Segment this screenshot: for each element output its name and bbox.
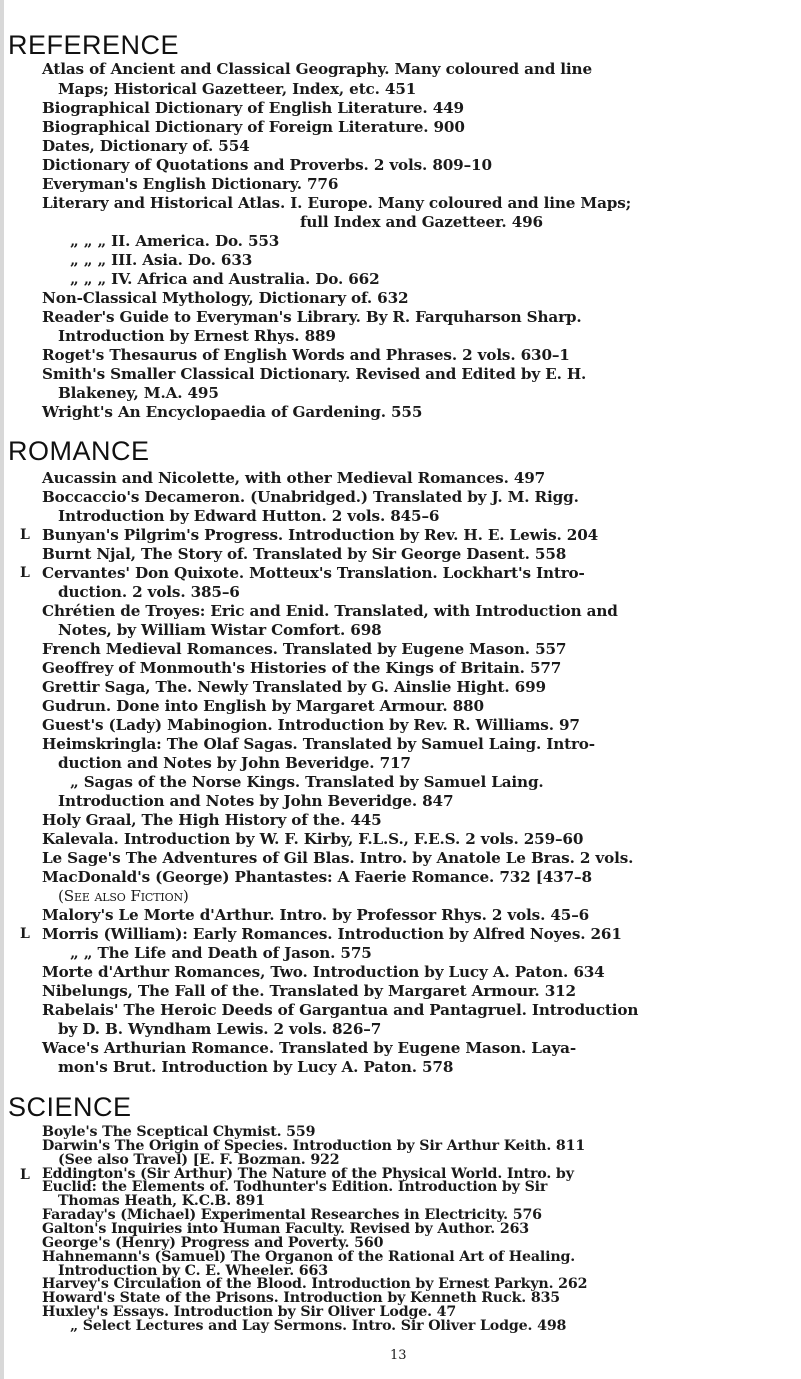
list-item: full Index and Gazetteer. 496 xyxy=(300,213,543,231)
list-item: Biographical Dictionary of Foreign Literature. 900 xyxy=(42,118,465,136)
list-item: Holy Graal, The High History of the. 445 xyxy=(42,811,382,829)
list-item: duction and Notes by John Beveridge. 717 xyxy=(58,754,411,772)
list-item: duction. 2 vols. 385–6 xyxy=(58,583,240,601)
list-item: Eddington's (Sir Arthur) The Nature of the Physical World. Intro. by xyxy=(42,1165,574,1182)
list-item: Roget's Thesaurus of English Words and Phrases. 2 vols. 630–1 xyxy=(42,346,570,364)
list-item: „ Sagas of the Norse Kings. Translated by Samuel Laing. xyxy=(70,773,544,791)
list-item: Bunyan's Pilgrim's Progress. Introduction by Rev. H. E. Lewis. 204 xyxy=(42,526,599,544)
list-item: mon's Brut. Introduction by Lucy A. Paton. 578 xyxy=(58,1058,454,1076)
list-item: Guest's (Lady) Mabinogion. Introduction by Rev. R. Williams. 97 xyxy=(42,716,580,734)
list-item: Le Sage's The Adventures of Gil Blas. Intro. by Anatole Le Bras. 2 vols. xyxy=(42,849,634,867)
list-item: French Medieval Romances. Translated by Eugene Mason. 557 xyxy=(42,640,567,658)
list-marker-l: L xyxy=(20,926,30,942)
list-item: Galton's Inquiries into Human Faculty. Revised by Author. 263 xyxy=(42,1221,530,1237)
list-item: Nibelungs, The Fall of the. Translated by Margaret Armour. 312 xyxy=(42,982,576,1000)
list-item: Chrétien de Troyes: Eric and Enid. Translated, with Introduction and xyxy=(42,602,618,620)
section-heading-romance: ROMANCE xyxy=(8,436,150,466)
list-item: „ Select Lectures and Lay Sermons. Intro. Sir Oliver Lodge. 498 xyxy=(70,1318,567,1334)
list-item: Wright's An Encyclopaedia of Gardening. 555 xyxy=(42,403,423,421)
list-item: by D. B. Wyndham Lewis. 2 vols. 826–7 xyxy=(58,1020,382,1038)
list-item: Boyle's The Sceptical Chymist. 559 xyxy=(42,1124,316,1140)
list-item: Maps; Historical Gazetteer, Index, etc. 451 xyxy=(58,80,417,98)
list-item: MacDonald's (George) Phantastes: A Faerie Romance. 732 [437–8 xyxy=(42,868,592,886)
page-number: 13 xyxy=(390,1348,407,1363)
list-item: Kalevala. Introduction by W. F. Kirby, F.L.S., F.E.S. 2 vols. 259–60 xyxy=(42,830,584,848)
list-item: Hahnemann's (Samuel) The Organon of the Rational Art of Healing. xyxy=(42,1248,576,1265)
list-item: Introduction by C. E. Wheeler. 663 xyxy=(58,1262,328,1279)
cross-reference: (See also Travel) [E. F. Bozman. 922 xyxy=(58,1151,340,1168)
list-item: Howard's State of the Prisons. Introduction by Kenneth Ruck. 835 xyxy=(42,1290,561,1307)
list-item: Darwin's The Origin of Species. Introduction by Sir Arthur Keith. 811 xyxy=(42,1137,586,1154)
list-item: George's (Henry) Progress and Poverty. 560 xyxy=(42,1234,384,1251)
list-item: Morte d'Arthur Romances, Two. Introduction by Lucy A. Paton. 634 xyxy=(42,963,605,981)
section-heading-reference: REFERENCE xyxy=(8,30,180,60)
list-item: Introduction by Ernest Rhys. 889 xyxy=(58,327,336,345)
list-item: Burnt Njal, The Story of. Translated by Sir George Dasent. 558 xyxy=(42,545,567,563)
list-item: Faraday's (Michael) Experimental Researches in Electricity. 576 xyxy=(42,1207,542,1224)
list-item: Heimskringla: The Olaf Sagas. Translated by Samuel Laing. Intro- xyxy=(42,735,595,753)
page-edge-shadow xyxy=(0,0,4,1379)
list-item: Rabelais' The Heroic Deeds of Gargantua and Pantagruel. Introduction xyxy=(42,1001,639,1019)
section-heading-science: SCIENCE xyxy=(8,1092,132,1122)
list-item: Euclid: the Elements of. Todhunter's Edition. Introduction by Sir xyxy=(42,1179,548,1196)
cross-reference: (See also Fiction) xyxy=(58,887,189,905)
list-item: „ „ The Life and Death of Jason. 575 xyxy=(70,944,372,962)
list-item: „ „ „ IV. Africa and Australia. Do. 662 xyxy=(70,270,380,288)
list-item: Huxley's Essays. Introduction by Sir Oliver Lodge. 47 xyxy=(42,1304,457,1321)
list-item: Reader's Guide to Everyman's Library. By R. Farquharson Sharp. xyxy=(42,308,582,326)
list-marker-l: L xyxy=(20,565,30,581)
list-item: Cervantes' Don Quixote. Motteux's Translation. Lockhart's Intro- xyxy=(42,564,585,582)
list-item: Malory's Le Morte d'Arthur. Intro. by Professor Rhys. 2 vols. 45–6 xyxy=(42,906,590,924)
list-item: Dates, Dictionary of. 554 xyxy=(42,137,250,155)
list-item: Thomas Heath, K.C.B. 891 xyxy=(58,1193,265,1210)
list-marker-l: L xyxy=(20,1166,30,1183)
list-item: Everyman's English Dictionary. 776 xyxy=(42,175,339,193)
list-item: Literary and Historical Atlas. I. Europe. Many coloured and line Maps; xyxy=(42,194,632,212)
list-item: Blakeney, M.A. 495 xyxy=(58,384,219,402)
list-item: Gudrun. Done into English by Margaret Armour. 880 xyxy=(42,697,484,715)
list-item: Introduction and Notes by John Beveridge. 847 xyxy=(58,792,454,810)
list-item: Geoffrey of Monmouth's Histories of the Kings of Britain. 577 xyxy=(42,659,562,677)
list-item: Smith's Smaller Classical Dictionary. Revised and Edited by E. H. xyxy=(42,365,587,383)
list-item: Wace's Arthurian Romance. Translated by Eugene Mason. Laya- xyxy=(42,1039,577,1057)
list-item: Harvey's Circulation of the Blood. Introduction by Ernest Parkyn. 262 xyxy=(42,1276,588,1293)
list-item: Grettir Saga, The. Newly Translated by G. Ainslie Hight. 699 xyxy=(42,678,546,696)
list-item: Non-Classical Mythology, Dictionary of. 632 xyxy=(42,289,409,307)
list-item: Dictionary of Quotations and Proverbs. 2 vols. 809–10 xyxy=(42,156,492,174)
list-item: Notes, by William Wistar Comfort. 698 xyxy=(58,621,382,639)
list-item: Morris (William): Early Romances. Introduction by Alfred Noyes. 261 xyxy=(42,925,622,943)
list-item: „ „ „ II. America. Do. 553 xyxy=(70,232,280,250)
list-item: „ „ „ III. Asia. Do. 633 xyxy=(70,251,253,269)
list-item: Aucassin and Nicolette, with other Medieval Romances. 497 xyxy=(42,469,546,487)
list-item: Atlas of Ancient and Classical Geography. Many coloured and line xyxy=(42,60,592,78)
list-item: Biographical Dictionary of English Literature. 449 xyxy=(42,99,464,117)
list-item: Introduction by Edward Hutton. 2 vols. 845–6 xyxy=(58,507,440,525)
list-item: Boccaccio's Decameron. (Unabridged.) Translated by J. M. Rigg. xyxy=(42,488,579,506)
list-marker-l: L xyxy=(20,527,30,543)
